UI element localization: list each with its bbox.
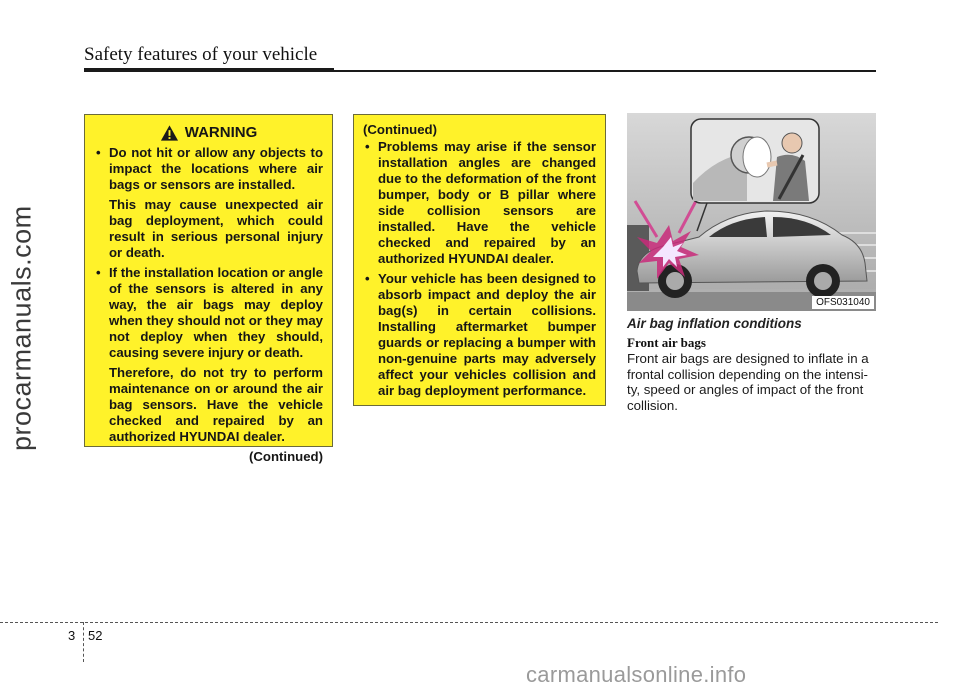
warning-bullet-2-text: If the installation location or angle of the sensors is altered in any way, the air bags may deploy when they should not or they may not deploy when they should, causing severe injury or death.: [109, 265, 323, 360]
warning-bullet-1-text: Do not hit or allow any objects to impact the locations where air bags or sensors are installed.: [109, 145, 323, 192]
bullet-dot: •: [96, 265, 101, 280]
footer-watermark: carmanualsonline.info: [526, 662, 747, 687]
page-number-divider: [83, 622, 84, 662]
warning-box: [84, 114, 333, 464]
warning-bullet-2: [94, 265, 323, 361]
continued-heading: (Continued): [363, 122, 437, 137]
bullet-dot: •: [365, 271, 370, 286]
warning-continued-label: (Continued): [249, 449, 323, 464]
continued-bullet-1-text: Problems may arise if the sensor installation angles are changed due to the deformation of the front bumper, body or B pillar where side collision sensors are installed. Have the vehicle checked and repaired by an authorized HYUNDAI dealer.: [378, 139, 596, 266]
header-rule-thin: [334, 70, 876, 72]
crash-scene-graphic: [627, 113, 876, 311]
subsection-heading: Front air bags: [627, 335, 706, 350]
page-number: 52: [88, 628, 103, 643]
warning-heading-label: WARNING: [184, 124, 258, 141]
page-header-title: Safety features of your vehicle: [84, 44, 318, 65]
side-watermark: procarmanuals.com: [6, 205, 37, 451]
section-heading: Air bag inflation conditions: [627, 316, 802, 331]
continued-box: [353, 114, 606, 406]
figure-code: OFS031040: [812, 296, 874, 309]
chapter-number: 3: [68, 628, 76, 643]
warning-para-2: Therefore, do not try to perform maintenance on or around the air bag sensors. Have the vehicle checked and repaired by an authorized HYUNDAI dealer.: [109, 365, 323, 444]
warning-para-1: This may cause unexpected air bag deployment, which could result in serious personal injury or death.: [109, 197, 323, 260]
header-rule-thick: [84, 68, 334, 72]
warning-triangle-icon: [160, 124, 179, 142]
bullet-dot: •: [96, 145, 101, 160]
continued-bullet-1: [363, 139, 596, 267]
footer-rule: [0, 622, 938, 623]
continued-bullet-2-text: Your vehicle has been designed to absorb impact and deploy the air bag(s) in certain collisions. Installing aftermarket bumper guards or replacing a bumper with non-genuine parts may adversely affect your vehicles collision and air bag deployment performance.: [378, 271, 596, 398]
bullet-dot: •: [365, 139, 370, 154]
warning-bullet-1: [94, 145, 323, 193]
warning-heading: [94, 124, 323, 142]
section-body: Front air bags are designed to inflate in a frontal collision depending on the intensi-ty, speed or angles of impact of the front collision.: [627, 351, 869, 413]
crash-illustration: [627, 113, 876, 311]
continued-bullet-2: [363, 271, 596, 399]
